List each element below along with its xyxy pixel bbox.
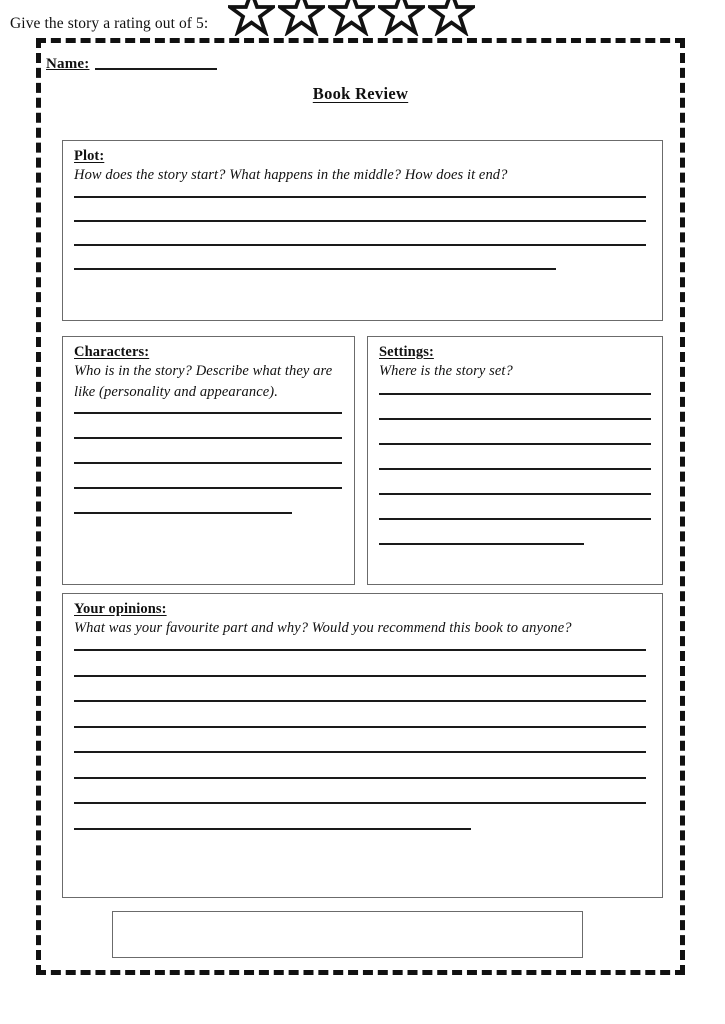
section-settings [367, 336, 663, 585]
section-opinions [62, 593, 663, 898]
writing-line[interactable] [379, 493, 651, 495]
writing-line[interactable] [74, 649, 646, 651]
section-rating [112, 911, 583, 958]
writing-line[interactable] [74, 244, 646, 246]
writing-line[interactable] [74, 220, 646, 222]
section-settings-heading: Settings: [379, 344, 434, 360]
writing-line[interactable] [379, 418, 651, 420]
star-outline-icon[interactable] [378, 0, 425, 41]
writing-line[interactable] [74, 802, 646, 804]
writing-line[interactable] [74, 268, 556, 270]
section-characters-writing-lines [74, 412, 354, 514]
section-opinions-writing-lines [74, 649, 662, 830]
writing-line[interactable] [74, 412, 342, 414]
star-outline-icon[interactable] [228, 0, 275, 41]
writing-line[interactable] [74, 828, 471, 830]
rating-stars [228, 0, 475, 41]
section-characters-heading: Characters: [74, 344, 150, 360]
writing-line[interactable] [74, 196, 646, 198]
section-plot [62, 140, 663, 321]
section-characters [62, 336, 355, 585]
writing-line[interactable] [74, 437, 342, 439]
writing-line[interactable] [379, 543, 584, 545]
name-label: Name: [46, 56, 90, 72]
writing-line[interactable] [74, 675, 646, 677]
writing-line[interactable] [74, 751, 646, 753]
writing-line[interactable] [74, 777, 646, 779]
name-field-row [46, 48, 646, 72]
writing-line[interactable] [379, 443, 651, 445]
section-characters-prompt: Who is in the story? Describe what they are like (personality and appearance). [74, 363, 333, 400]
section-opinions-heading: Your opinions: [74, 601, 167, 617]
writing-line[interactable] [74, 487, 342, 489]
writing-line[interactable] [379, 393, 651, 395]
star-outline-icon[interactable] [428, 0, 475, 41]
writing-line[interactable] [379, 468, 651, 470]
section-plot-writing-lines [74, 196, 662, 270]
page-title: Book Review [312, 84, 409, 103]
writing-line[interactable] [74, 700, 646, 702]
writing-line[interactable] [379, 518, 651, 520]
star-outline-icon[interactable] [278, 0, 325, 41]
section-settings-writing-lines [379, 393, 662, 545]
section-plot-heading: Plot: [74, 148, 105, 164]
writing-line[interactable] [74, 462, 342, 464]
section-plot-prompt: How does the story start? What happens in the middle? How does it end? [74, 167, 508, 183]
star-outline-icon[interactable] [328, 0, 375, 41]
section-opinions-prompt: What was your favourite part and why? Would you recommend this book to anyone? [74, 620, 572, 636]
name-input-blank[interactable] [95, 68, 217, 70]
writing-line[interactable] [74, 512, 292, 514]
writing-line[interactable] [74, 726, 646, 728]
rating-label: Give the story a rating out of 5: [10, 14, 209, 32]
section-settings-prompt: Where is the story set? [379, 363, 513, 379]
